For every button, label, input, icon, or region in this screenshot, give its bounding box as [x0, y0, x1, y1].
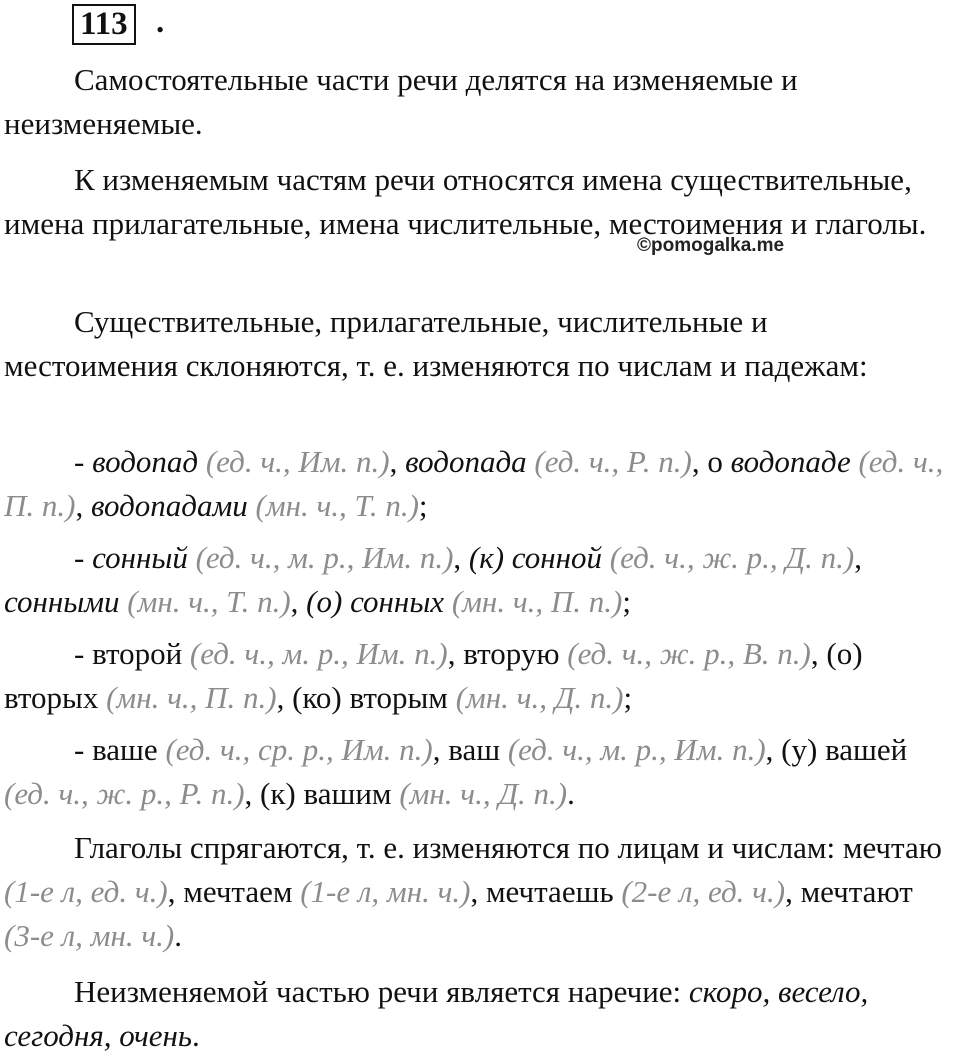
grammar-note: (мн. ч., Д. п.) — [447, 680, 624, 715]
paragraph-unchangeable: Неизменяемой частью речи является наречие: скоро, весело, сегодня, очень. — [4, 974, 869, 1053]
paragraph-changeable: К изменяемым частям речи относятся имена существительные, имена прилагательные, имена числительные, местоимения и глаголы. — [4, 162, 927, 241]
grammar-note: (ед. ч., П. п.) — [4, 444, 944, 523]
example-adjective: - сонный (ед. ч., м. р., Им. п.), (к) сонной (ед. ч., ж. р., Д. п.), сонными (мн. ч., Т. п.), (о) сонных (мн. ч., П. п.); — [4, 540, 862, 619]
grammar-note: (ед. ч., м. р., Им. п.) — [500, 732, 766, 767]
grammar-note: (ед. ч., Р. п.) — [526, 444, 692, 479]
example-word: (о) сонных — [306, 584, 445, 619]
grammar-note: (ед. ч., ж. р., Р. п.) — [4, 776, 245, 811]
example-pronoun: - ваше (ед. ч., ср. р., Им. п.), ваш (ед. ч., м. р., Им. п.), (у) вашей (ед. ч., ж. р., Р. п.), (к) вашим (мн. ч., Д. п.). — [4, 732, 908, 811]
grammar-note: (1-е л, ед. ч.) — [4, 874, 168, 909]
grammar-note: (ед. ч., м. р., Им. п.) — [187, 540, 454, 575]
grammar-note: (ед. ч., м. р., Им. п.) — [182, 636, 448, 671]
paragraph-declension: Существительные, прилагательные, числительные и местоимения склоняются, т. е. изменяются по числам и падежам: — [4, 304, 868, 383]
paragraph-verbs: Глаголы спрягаются, т. е. изменяются по лицам и числам: мечтаю (1-е л, ед. ч.), мечтаем (1-е л, мн. ч.), мечтаешь (2-е л, ед. ч.), мечтают (3-е л, мн. ч.). — [4, 830, 942, 953]
grammar-note: (ед. ч., ж. р., В. п.) — [559, 636, 811, 671]
example-numeral: - второй (ед. ч., м. р., Им. п.), вторую (ед. ч., ж. р., В. п.), (о) вторых (мн. ч., П. п.), (ко) вторым (мн. ч., Д. п.); — [4, 636, 863, 715]
grammar-note: (2-е л, ед. ч.) — [613, 874, 786, 909]
exercise-number-dot: . — [156, 4, 165, 40]
example-word: водопадами — [90, 488, 248, 523]
example-word: водопад — [92, 444, 199, 479]
grammar-note: (мн. ч., П. п.) — [98, 680, 277, 715]
example-adverbs: скоро, весело, сегодня, очень — [4, 974, 869, 1053]
watermark: ©pomogalka.me — [637, 235, 785, 256]
paragraph-intro: Самостоятельные части речи делятся на изменяемые и неизменяемые. — [4, 62, 798, 141]
example-word: водопаде — [730, 444, 851, 479]
example-noun: - водопад (ед. ч., Им. п.), водопада (ед. ч., Р. п.), о водопаде (ед. ч., П. п.), водопадами (мн. ч., Т. п.); — [4, 444, 944, 523]
grammar-note: (3-е л, мн. ч.) — [4, 918, 175, 953]
example-word: (к) сонной — [468, 540, 603, 575]
example-word: водопада — [405, 444, 527, 479]
grammar-note: (1-е л, мн. ч.) — [292, 874, 471, 909]
grammar-note: (ед. ч., ж. р., Д. п.) — [602, 540, 855, 575]
grammar-note: (мн. ч., П. п.) — [444, 584, 623, 619]
grammar-note: (мн. ч., Т. п.) — [119, 584, 291, 619]
example-word: сонный — [92, 540, 188, 575]
grammar-note: (мн. ч., Д. п.) — [391, 776, 568, 811]
exercise-number: 113 — [72, 4, 136, 45]
grammar-note: (ед. ч., Им. п.) — [198, 444, 390, 479]
example-word: сонными — [4, 584, 120, 619]
grammar-note: (ед. ч., ср. р., Им. п.) — [157, 732, 433, 767]
grammar-note: (мн. ч., Т. п.) — [247, 488, 419, 523]
